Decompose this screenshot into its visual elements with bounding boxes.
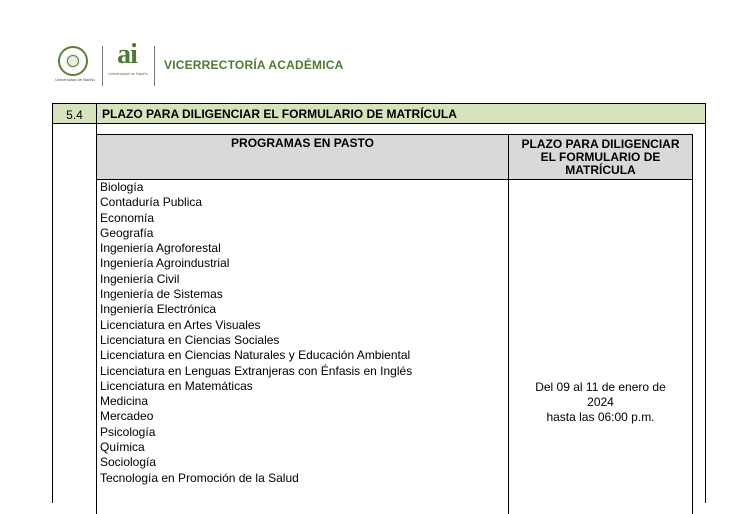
university-seal-icon xyxy=(58,46,88,76)
deadline-line: 2024 xyxy=(587,395,614,409)
page-header xyxy=(52,39,372,88)
programs-table xyxy=(96,134,693,514)
program-item: Mercadeo xyxy=(100,409,154,424)
deadline-text xyxy=(509,380,692,425)
ai-logo: ai xyxy=(117,39,137,70)
program-item: Licenciatura en Ciencias Naturales y Educación Ambiental xyxy=(100,348,411,363)
programs-header: PROGRAMAS EN PASTO xyxy=(97,135,509,180)
section-number: 5.4 xyxy=(53,104,97,124)
seal-caption: Universidad de Nariño xyxy=(55,77,95,82)
section-number-column xyxy=(53,124,97,504)
program-item: Licenciatura en Artes Visuales xyxy=(100,317,261,332)
header-divider xyxy=(102,46,103,86)
program-item: Química xyxy=(100,440,145,455)
program-item: Biología xyxy=(100,180,144,194)
program-item: Psicología xyxy=(100,424,156,439)
program-item: Ingeniería Electrónica xyxy=(100,302,217,317)
program-item: Geografía xyxy=(100,225,154,240)
deadline-header: PLAZO PARA DILIGENCIAR EL FORMULARIO DE MATRÍCULA xyxy=(509,135,692,180)
section-title: PLAZO PARA DILIGENCIAR EL FORMULARIO DE MATRÍCULA xyxy=(97,104,705,124)
program-item: Licenciatura en Lenguas Extranjeras con Énfasis en Inglés xyxy=(100,363,413,378)
program-item: Ingeniería Civil xyxy=(100,271,180,286)
department-title: VICERRECTORÍA ACADÉMICA xyxy=(164,58,344,72)
deadline-column xyxy=(509,180,692,514)
program-item: Licenciatura en Ciencias Sociales xyxy=(100,332,280,347)
program-item: Contaduría Publica xyxy=(100,195,203,210)
programs-column xyxy=(97,180,509,514)
program-item: Ingeniería de Sistemas xyxy=(100,287,223,302)
program-item: Economía xyxy=(100,210,155,225)
deadline-line: hasta las 06:00 p.m. xyxy=(546,410,655,424)
deadline-line: Del 09 al 11 de enero de xyxy=(535,380,666,394)
program-item: Ingeniería Agroindustrial xyxy=(100,256,230,271)
programs-list xyxy=(97,180,508,486)
ai-logo-caption: Universidad de Nariño xyxy=(108,71,148,76)
program-item: Medicina xyxy=(100,394,149,409)
program-item: Sociología xyxy=(100,455,157,470)
program-item: Licenciatura en Matemáticas xyxy=(100,378,253,393)
header-divider xyxy=(154,46,155,86)
program-item: Ingeniería Agroforestal xyxy=(100,241,221,256)
program-item: Tecnología en Promoción de la Salud xyxy=(100,470,299,485)
